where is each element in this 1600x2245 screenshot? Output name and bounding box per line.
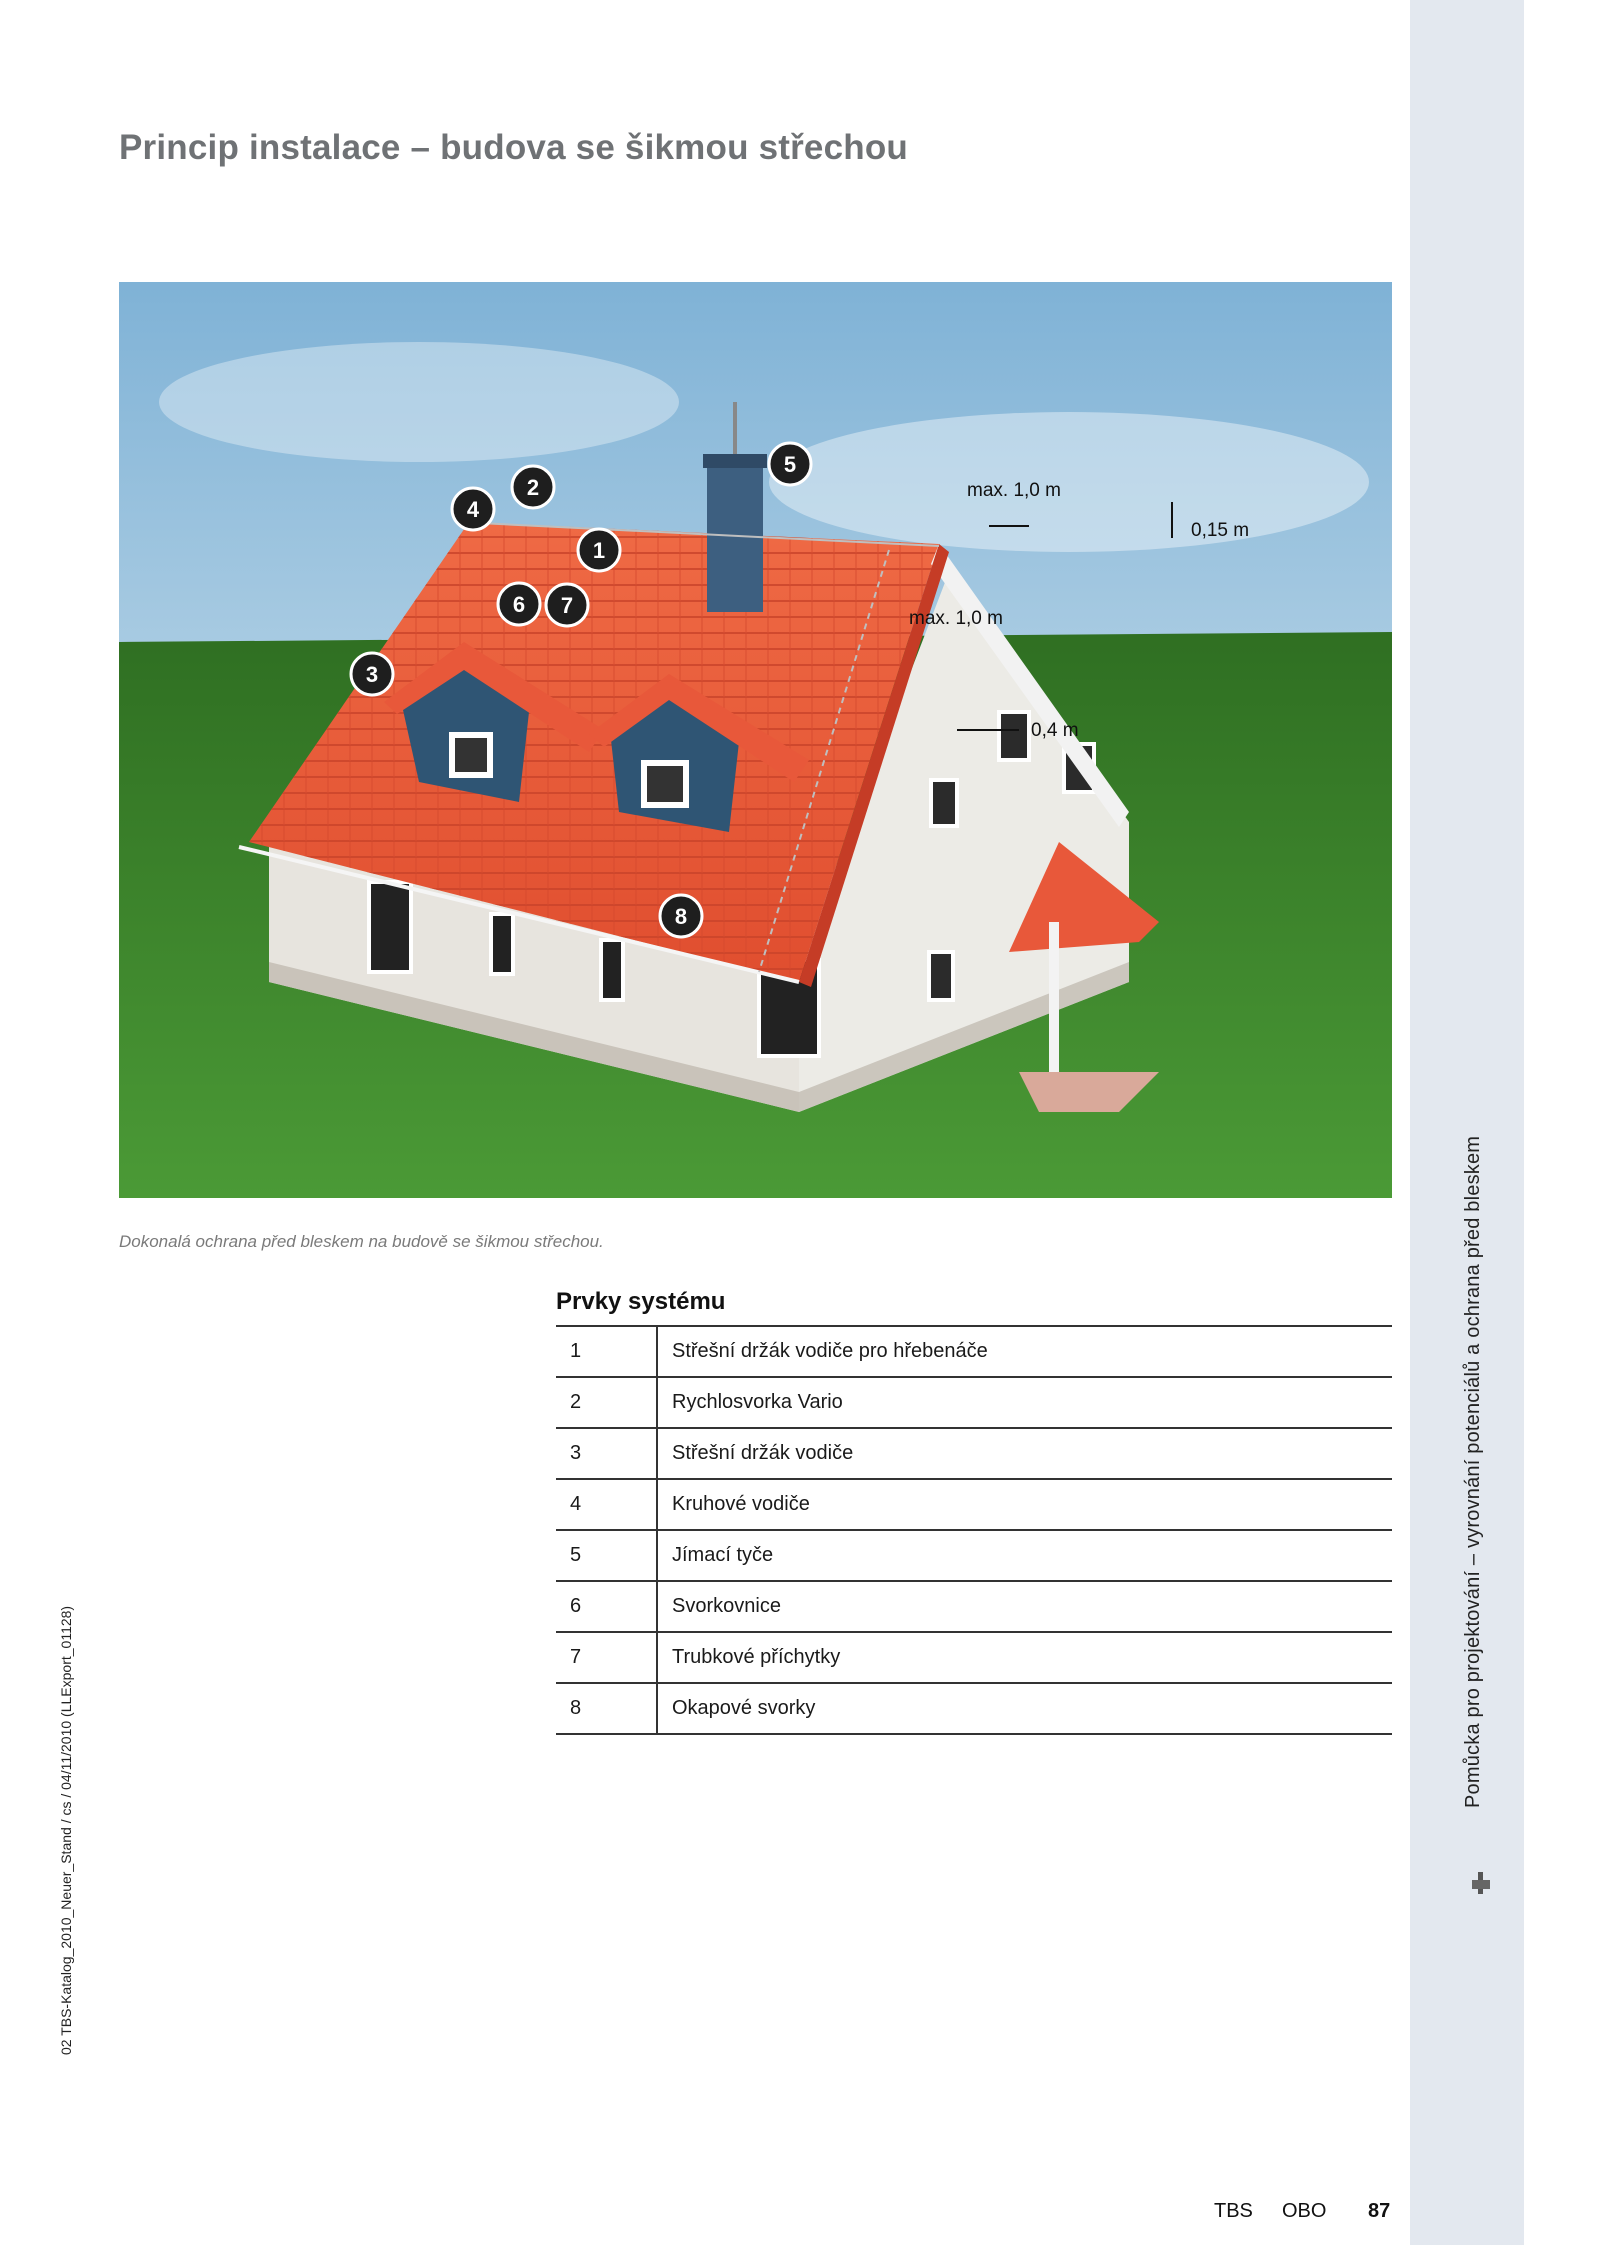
part-number: 1 [556, 1326, 657, 1377]
svg-text:1: 1 [592, 538, 606, 563]
badge-3 [351, 653, 393, 695]
svg-text:3: 3 [365, 662, 379, 687]
part-label: Střešní držák vodiče [657, 1428, 1392, 1479]
part-label: Střešní držák vodiče pro hřebenáče [657, 1326, 1392, 1377]
badge-8 [660, 895, 702, 937]
part-label: Okapové svorky [657, 1683, 1392, 1734]
part-label: Rychlosvorka Vario [657, 1377, 1392, 1428]
side-band [1410, 0, 1524, 2245]
part-label: Jímací tyče [657, 1530, 1392, 1581]
part-number: 6 [556, 1581, 657, 1632]
badge-4 [452, 488, 494, 530]
part-number: 4 [556, 1479, 657, 1530]
page-number: 87 [1368, 2200, 1391, 2222]
table-row [556, 1683, 1392, 1734]
part-number: 5 [556, 1530, 657, 1581]
table-row [556, 1377, 1392, 1428]
badge-5 [769, 443, 811, 485]
table-row [556, 1479, 1392, 1530]
table-row [556, 1326, 1392, 1377]
part-number: 8 [556, 1683, 657, 1734]
part-label: Svorkovnice [657, 1581, 1392, 1632]
house-illustration-svg [119, 282, 1392, 1198]
illustration-caption: Dokonalá ochrana před bleskem na budově se šikmou střechou. [119, 1232, 604, 1251]
house-illustration [119, 282, 1392, 1198]
badge-7 [546, 584, 588, 626]
part-number: 2 [556, 1377, 657, 1428]
document-meta: 02 TBS-Katalog_2010_Neuer_Stand / cs / 04/11/2010 (LLExport_01128) [58, 1605, 74, 2055]
svg-text:6: 6 [512, 592, 526, 617]
part-label: Kruhové vodiče [657, 1479, 1392, 1530]
table-row [556, 1581, 1392, 1632]
table-row [556, 1632, 1392, 1683]
side-label: Pomůcka pro projektování – vyrovnání potenciálů a ochrana před bleskem [1462, 1135, 1484, 1808]
table-row [556, 1428, 1392, 1479]
footer-brand-obo: OBO [1282, 2200, 1327, 2222]
svg-text:2: 2 [526, 475, 540, 500]
badge-6 [498, 583, 540, 625]
dim-ridge-height: 0,15 m [1191, 520, 1250, 541]
badge-2 [512, 466, 554, 508]
svg-text:4: 4 [466, 497, 480, 522]
svg-text:7: 7 [560, 593, 574, 618]
badge-1 [578, 529, 620, 571]
svg-text:8: 8 [674, 904, 688, 929]
svg-text:5: 5 [783, 452, 797, 477]
page-title: Princip instalace – budova se šikmou střechou [119, 128, 908, 167]
part-number: 3 [556, 1428, 657, 1479]
parts-table [556, 1325, 1392, 1735]
footer-brand-tbs: TBS [1214, 2200, 1253, 2222]
dim-roof-spacing: max. 1,0 m [909, 608, 1003, 629]
dim-ridge-spacing: max. 1,0 m [967, 480, 1061, 501]
dim-eave-distance: 0,4 m [1031, 720, 1079, 741]
parts-table-title: Prvky systému [556, 1288, 726, 1315]
page-marker-icon [1472, 1872, 1490, 1894]
table-row [556, 1530, 1392, 1581]
part-number: 7 [556, 1632, 657, 1683]
part-label: Trubkové příchytky [657, 1632, 1392, 1683]
